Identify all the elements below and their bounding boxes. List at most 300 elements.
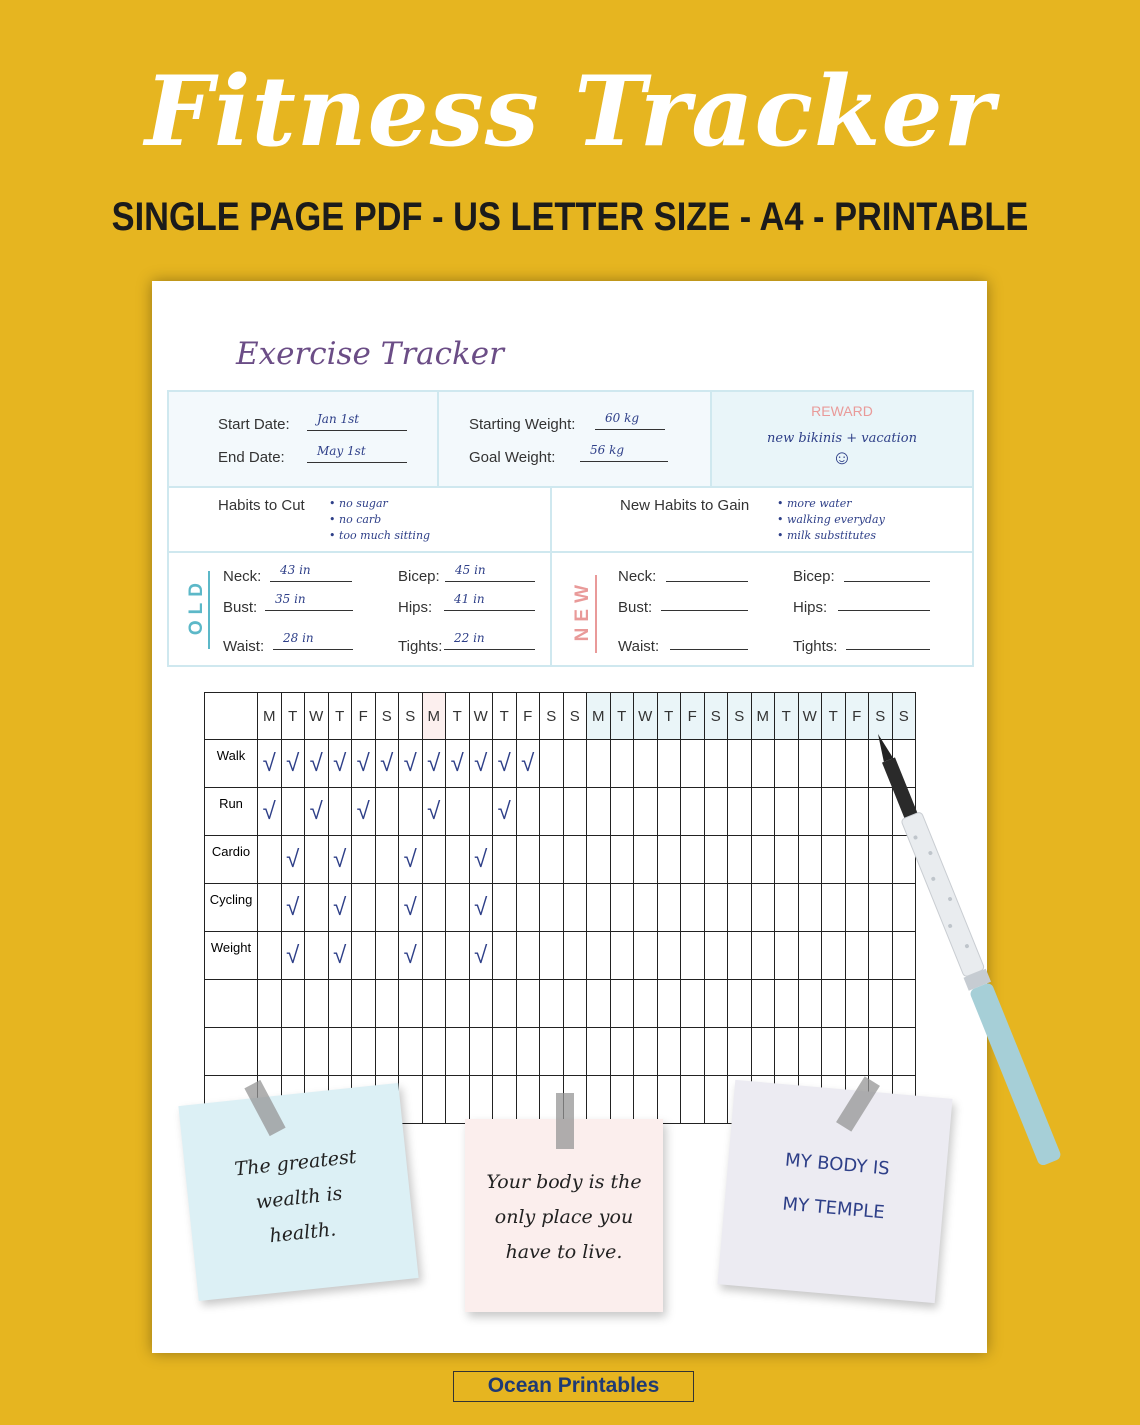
old-hips-value: 41 in [454,592,485,606]
grid-cell[interactable] [493,788,517,836]
grid-cell[interactable] [751,932,775,980]
grid-cell[interactable] [328,836,352,884]
grid-cell[interactable] [822,788,846,836]
grid-cell[interactable] [657,788,681,836]
grid-cell[interactable] [469,1028,493,1076]
grid-cell[interactable] [305,788,329,836]
grid-cell[interactable] [681,980,705,1028]
start-date-value: Jan 1st [317,412,360,426]
grid-cell[interactable] [563,884,587,932]
grid-cell[interactable] [469,932,493,980]
grid-cell[interactable] [728,1028,752,1076]
grid-cell[interactable] [446,932,470,980]
grid-cell[interactable] [305,980,329,1028]
grid-cell[interactable] [305,932,329,980]
grid-cell[interactable] [352,740,376,788]
grid-cell[interactable] [422,1076,446,1124]
end-date-value: May 1st [317,444,366,458]
grid-cell[interactable] [516,1076,540,1124]
check-mark-icon: √ [286,749,300,777]
grid-cell[interactable] [798,740,822,788]
grid-cell[interactable] [822,884,846,932]
grid-cell[interactable] [399,932,423,980]
grid-cell[interactable] [399,1028,423,1076]
grid-cell[interactable] [751,884,775,932]
check-mark-icon: √ [403,941,417,969]
grid-cell[interactable] [516,836,540,884]
smiley-icon: ☺ [831,447,853,469]
grid-cell[interactable] [657,836,681,884]
grid-cell[interactable] [328,788,352,836]
grid-cell[interactable] [328,932,352,980]
grid-cell[interactable] [587,1076,611,1124]
grid-cell[interactable] [375,884,399,932]
check-mark-icon: √ [356,749,370,777]
grid-cell[interactable] [751,836,775,884]
old-bust-value: 35 in [275,592,306,606]
grid-cell[interactable] [352,980,376,1028]
habit-gain-item: • walking everyday [777,513,885,526]
grid-cell[interactable] [704,788,728,836]
grid-cell[interactable] [610,788,634,836]
grid-cell[interactable] [352,836,376,884]
grid-header-row [205,693,916,740]
grid-cell[interactable] [822,932,846,980]
grid-cell[interactable] [775,884,799,932]
check-mark-icon: √ [309,797,323,825]
check-mark-icon: √ [403,749,417,777]
grid-cell[interactable] [258,980,282,1028]
grid-cell[interactable] [610,932,634,980]
grid-cell[interactable] [446,740,470,788]
habits-gain-label: New Habits to Gain [620,497,750,514]
grid-day-header: F [845,693,869,740]
grid-cell[interactable] [610,836,634,884]
grid-cell[interactable] [822,1028,846,1076]
grid-day-header: W [798,693,822,740]
grid-cell[interactable] [587,836,611,884]
grid-cell[interactable] [822,836,846,884]
grid-cell[interactable] [704,884,728,932]
grid-cell[interactable] [469,788,493,836]
grid-day-header: S [540,693,564,740]
grid-cell[interactable] [563,980,587,1028]
grid-day-header: S [563,693,587,740]
new-tights-field[interactable] [846,631,930,650]
grid-cell[interactable] [681,740,705,788]
grid-cell[interactable] [352,932,376,980]
grid-cell[interactable] [798,980,822,1028]
new-neck-field[interactable] [666,563,748,582]
grid-day-header: T [446,693,470,740]
grid-day-header: T [493,693,517,740]
grid-row-label: Cardio [205,836,258,884]
grid-cell[interactable] [587,740,611,788]
grid-cell[interactable] [704,836,728,884]
old-divider [208,571,210,649]
hips-label: Hips: [398,599,433,616]
grid-day-header: S [375,693,399,740]
grid-cell[interactable] [258,932,282,980]
grid-day-header: S [704,693,728,740]
grid-cell[interactable] [375,980,399,1028]
grid-cell[interactable] [375,740,399,788]
grid-cell[interactable] [375,788,399,836]
grid-row [205,932,916,980]
grid-cell[interactable] [516,1028,540,1076]
grid-cell[interactable] [399,740,423,788]
grid-cell[interactable] [587,884,611,932]
grid-cell[interactable] [798,836,822,884]
old-neck-field[interactable] [270,563,352,582]
habit-cut-item: • too much sitting [329,529,431,542]
waist-label: Waist: [223,638,265,655]
grid-cell[interactable] [258,884,282,932]
grid-cell[interactable] [657,740,681,788]
grid-cell[interactable] [446,1076,470,1124]
grid-cell[interactable] [516,788,540,836]
grid-cell[interactable] [493,980,517,1028]
grid-cell[interactable] [634,788,658,836]
old-tights-value: 22 in [454,631,485,645]
grid-row [205,836,916,884]
old-bicep-value: 45 in [455,563,486,577]
grid-cell[interactable] [399,788,423,836]
grid-cell[interactable] [305,1028,329,1076]
grid-cell[interactable] [610,1028,634,1076]
grid-day-header: T [281,693,305,740]
grid-cell[interactable] [681,1028,705,1076]
sticky-note-text: Your body is the only place you have to live. [486,1171,642,1263]
grid-cell[interactable] [281,932,305,980]
grid-cell[interactable] [493,1028,517,1076]
exercise-grid [204,692,916,1124]
grid-cell[interactable] [634,932,658,980]
check-mark-icon: √ [380,749,394,777]
grid-cell[interactable] [657,1076,681,1124]
grid-cell[interactable] [328,884,352,932]
reward-label: REWARD [811,403,873,419]
grid-day-header: F [681,693,705,740]
grid-cell[interactable] [328,740,352,788]
habit-cut-item: • no sugar [329,497,388,510]
grid-day-header: W [634,693,658,740]
starting-weight-value: 60 kg [605,411,640,425]
grid-cell[interactable] [728,884,752,932]
grid-row-label: Cycling [205,884,258,932]
check-mark-icon: √ [333,749,347,777]
grid-cell[interactable] [352,788,376,836]
grid-cell[interactable] [704,1076,728,1124]
grid-cell[interactable] [610,740,634,788]
grid-cell[interactable] [563,836,587,884]
grid-cell[interactable] [493,884,517,932]
grid-cell[interactable] [375,836,399,884]
grid-row-label: Run [205,788,258,836]
grid-cell[interactable] [728,836,752,884]
grid-cell[interactable] [540,980,564,1028]
grid-cell[interactable] [681,836,705,884]
grid-cell[interactable] [681,884,705,932]
hero-title: Fitness Tracker [144,55,996,168]
grid-cell[interactable] [728,788,752,836]
grid-cell[interactable] [305,836,329,884]
grid-row-label [205,980,258,1028]
grid-cell[interactable] [281,884,305,932]
grid-cell[interactable] [657,932,681,980]
grid-cell[interactable] [422,980,446,1028]
grid-day-header: S [728,693,752,740]
grid-cell[interactable] [305,884,329,932]
grid-cell[interactable] [328,1028,352,1076]
grid-cell[interactable] [446,1028,470,1076]
tights-label: Tights: [398,638,443,655]
grid-cell[interactable] [634,740,658,788]
grid-cell[interactable] [634,884,658,932]
old-tights-field[interactable] [444,631,535,650]
grid-cell[interactable] [704,932,728,980]
check-mark-icon: √ [474,845,488,873]
bicep-label: Bicep: [793,568,835,585]
brand-footer: Ocean Printables [453,1371,694,1402]
grid-cell[interactable] [540,1028,564,1076]
grid-cell[interactable] [422,740,446,788]
check-mark-icon: √ [333,941,347,969]
grid-cell[interactable] [422,884,446,932]
grid-cell[interactable] [728,980,752,1028]
grid-cell[interactable] [657,1028,681,1076]
grid-cell[interactable] [399,980,423,1028]
old-bust-field[interactable] [265,592,353,611]
grid-cell[interactable] [469,1076,493,1124]
grid-cell[interactable] [563,788,587,836]
grid-cell[interactable] [822,740,846,788]
grid-cell[interactable] [422,932,446,980]
grid-cell[interactable] [399,1076,423,1124]
dates-box [167,390,439,488]
grid-day-header: M [751,693,775,740]
grid-cell[interactable] [305,740,329,788]
grid-cell[interactable] [493,836,517,884]
grid-day-header: S [399,693,423,740]
grid-cell[interactable] [634,1028,658,1076]
grid-cell[interactable] [681,788,705,836]
grid-cell[interactable] [728,932,752,980]
grid-cell[interactable] [704,980,728,1028]
grid-row [205,884,916,932]
goal-weight-label: Goal Weight: [469,449,556,466]
new-hips-field[interactable] [838,592,930,611]
grid-cell[interactable] [258,788,282,836]
starting-weight-field[interactable] [595,411,665,430]
grid-cell[interactable] [751,1028,775,1076]
grid-day-header: W [305,693,329,740]
grid-cell[interactable] [587,1028,611,1076]
grid-cell[interactable] [469,980,493,1028]
goal-weight-value: 56 kg [590,443,625,457]
grid-cell[interactable] [352,884,376,932]
grid-cell[interactable] [610,884,634,932]
grid-cell[interactable] [775,1028,799,1076]
grid-cell[interactable] [634,1076,658,1124]
check-mark-icon: √ [403,893,417,921]
habit-cut-item: • no carb [329,513,382,526]
check-mark-icon: √ [333,845,347,873]
check-mark-icon: √ [497,797,511,825]
grid-cell[interactable] [281,1028,305,1076]
grid-cell[interactable] [446,788,470,836]
new-waist-field[interactable] [670,631,748,650]
grid-cell[interactable] [610,980,634,1028]
start-date-field[interactable] [307,412,407,431]
grid-cell[interactable] [657,980,681,1028]
grid-day-header: T [328,693,352,740]
grid-cell[interactable] [375,932,399,980]
grid-cell[interactable] [798,884,822,932]
bust-label: Bust: [223,599,258,616]
grid-cell[interactable] [657,884,681,932]
grid-cell[interactable] [704,740,728,788]
grid-day-header: S [892,693,916,740]
grid-cell[interactable] [563,932,587,980]
grid-cell[interactable] [375,1028,399,1076]
grid-cell[interactable] [469,740,493,788]
grid-cell[interactable] [422,1028,446,1076]
check-mark-icon: √ [427,797,441,825]
grid-cell[interactable] [422,788,446,836]
grid-cell[interactable] [493,740,517,788]
grid-cell[interactable] [681,932,705,980]
grid-cell[interactable] [728,740,752,788]
grid-cell[interactable] [328,980,352,1028]
grid-cell[interactable] [516,980,540,1028]
grid-cell[interactable] [469,884,493,932]
check-mark-icon: √ [474,941,488,969]
starting-weight-label: Starting Weight: [469,416,576,433]
end-date-field[interactable] [307,444,407,463]
grid-day-header: T [775,693,799,740]
grid-cell[interactable] [399,836,423,884]
grid-cell[interactable] [281,788,305,836]
grid-cell[interactable] [493,932,517,980]
waist-label: Waist: [618,638,660,655]
bust-label: Bust: [618,599,653,616]
grid-cell[interactable] [540,884,564,932]
check-mark-icon: √ [474,749,488,777]
grid-cell[interactable] [258,1028,282,1076]
neck-label: Neck: [223,568,262,585]
grid-cell[interactable] [540,740,564,788]
check-mark-icon: √ [286,941,300,969]
new-divider [595,575,597,653]
grid-corner [205,693,258,740]
old-waist-field[interactable] [273,631,353,650]
grid-cell[interactable] [798,932,822,980]
pen-icon [860,720,1120,1200]
end-date-label: End Date: [218,449,285,466]
grid-cell[interactable] [704,1028,728,1076]
grid-cell[interactable] [587,980,611,1028]
grid-cell[interactable] [493,1076,517,1124]
hero-subtitle: SINGLE PAGE PDF - US LETTER SIZE - A4 - PRINTABLE [111,195,1029,239]
new-bust-field[interactable] [661,592,748,611]
grid-cell[interactable] [352,1028,376,1076]
habit-gain-item: • more water [777,497,852,510]
grid-cell[interactable] [775,836,799,884]
grid-cell[interactable] [775,980,799,1028]
new-label: NEW [572,579,593,642]
grid-cell[interactable] [540,788,564,836]
grid-cell[interactable] [469,836,493,884]
new-bicep-field[interactable] [844,563,930,582]
grid-day-header: F [352,693,376,740]
grid-cell[interactable] [822,980,846,1028]
goal-weight-field[interactable] [580,443,668,462]
grid-row-label: Walk [205,740,258,788]
weight-box [437,390,712,488]
grid-cell[interactable] [399,884,423,932]
grid-cell[interactable] [751,980,775,1028]
grid-cell[interactable] [258,740,282,788]
grid-cell[interactable] [610,1076,634,1124]
check-mark-icon: √ [333,893,347,921]
grid-day-header: W [469,693,493,740]
grid-cell[interactable] [281,740,305,788]
grid-cell[interactable] [798,1028,822,1076]
grid-cell[interactable] [281,836,305,884]
grid-cell[interactable] [446,836,470,884]
grid-day-header: M [422,693,446,740]
grid-cell[interactable] [751,740,775,788]
grid-cell[interactable] [540,932,564,980]
check-mark-icon: √ [262,749,276,777]
grid-cell[interactable] [587,788,611,836]
grid-cell[interactable] [422,836,446,884]
grid-cell[interactable] [751,788,775,836]
grid-cell[interactable] [775,932,799,980]
neck-label: Neck: [618,568,657,585]
start-date-label: Start Date: [218,416,290,433]
grid-cell[interactable] [281,980,305,1028]
grid-cell[interactable] [587,932,611,980]
old-hips-field[interactable] [444,592,535,611]
old-neck-value: 43 in [280,563,311,577]
grid-cell[interactable] [775,740,799,788]
sticky-note-text: The greatest wealth is health. [233,1145,358,1248]
check-mark-icon: √ [262,797,276,825]
grid-cell[interactable] [775,788,799,836]
grid-cell[interactable] [446,980,470,1028]
grid-cell[interactable] [634,980,658,1028]
grid-cell[interactable] [563,1028,587,1076]
grid-day-header: T [657,693,681,740]
grid-cell[interactable] [516,932,540,980]
grid-cell[interactable] [516,740,540,788]
grid-cell[interactable] [681,1076,705,1124]
grid-cell[interactable] [516,884,540,932]
habit-gain-item: • milk substitutes [777,529,877,542]
grid-cell[interactable] [258,836,282,884]
grid-cell[interactable] [798,788,822,836]
check-mark-icon: √ [356,797,370,825]
grid-cell[interactable] [563,740,587,788]
grid-cell[interactable] [446,884,470,932]
old-bicep-field[interactable] [445,563,535,582]
grid-cell[interactable] [634,836,658,884]
old-waist-value: 28 in [283,631,314,645]
grid-row [205,740,916,788]
grid-cell[interactable] [540,836,564,884]
